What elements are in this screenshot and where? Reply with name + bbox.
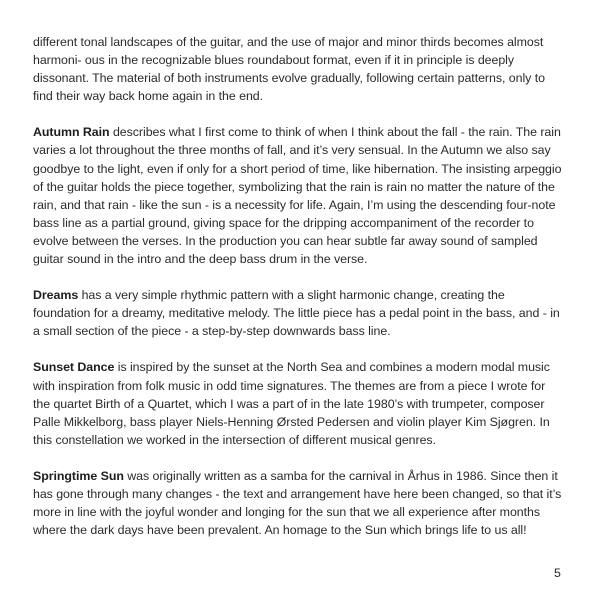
document-page [33, 33, 563, 539]
track-title-dreams: Dreams [33, 288, 79, 303]
track-title-autumn-rain: Autumn Rain [33, 125, 110, 140]
paragraph-text: different tonal landscapes of the guitar, and the use of major and minor thirds becomes almost harmoni- ous in the recognizable blues roundabout format, even if it in principle is deeply dissonant. The material of both instruments evolve gradually, following certain patterns, only to find their way back home again in the end. [33, 35, 545, 104]
paragraph-text: was originally written as a samba for the carnival in Århus in 1986. Since then it has gone through many changes - the text and arrangement have here been changed, so that it’s more in line with the joyful wonder and longing for the sun that we all experience after months where the dark days have been prevalent. An homage to the Sun which brings life to us all! [33, 468, 562, 538]
paragraph-autumn-rain [33, 123, 563, 268]
paragraph-sunset-dance [33, 358, 563, 448]
paragraph-text: has a very simple rhythmic pattern with a slight harmonic change, creating the foundation for a dreamy, meditative melody. The little piece has a pedal point in the bass, and - in a small section of the piece - a step-by-step downwards bass line. [33, 288, 560, 339]
paragraph-text: is inspired by the sunset at the North Sea and combines a modern modal music with inspiration from folk music in odd time signatures. The themes are from a piece I wrote for the quartet Birth of a Quartet, which I was a part of in the late 1980’s with trumpeter, composer Palle Mikkelborg, bass player Niels-Henning Ørsted Pedersen and violin player Kim Sjøgren. In this constellation we worked in the intersection of different musical genres. [33, 360, 550, 447]
page-number: 5 [554, 566, 561, 580]
track-title-springtime-sun: Springtime Sun [33, 468, 124, 483]
paragraph-dreams [33, 286, 563, 340]
paragraph-intro-continuation [33, 33, 563, 105]
paragraph-springtime-sun [33, 467, 563, 539]
track-title-sunset-dance: Sunset Dance [33, 360, 115, 375]
paragraph-text: describes what I first come to think of when I think about the fall - the rain. The rain varies a lot throughout the three months of fall, and it’s very sensual. In the Autumn we also say goodbye to the light, even if only for a short period of time, like hibernation. The insisting arpeggio of the guitar holds the piece together, symbolizing that the rain is rain no matter the nature of the rain, and that rain - like the sun - is a necessity for life. Again, I’m using the descending four-note bass line as a partial ground, giving space for the dripping accompaniment of the recorder to evolve between the verses. In the production you can hear subtle far away sound of sampled guitar sound in the intro and the deep bass drum in the verse. [33, 125, 562, 267]
